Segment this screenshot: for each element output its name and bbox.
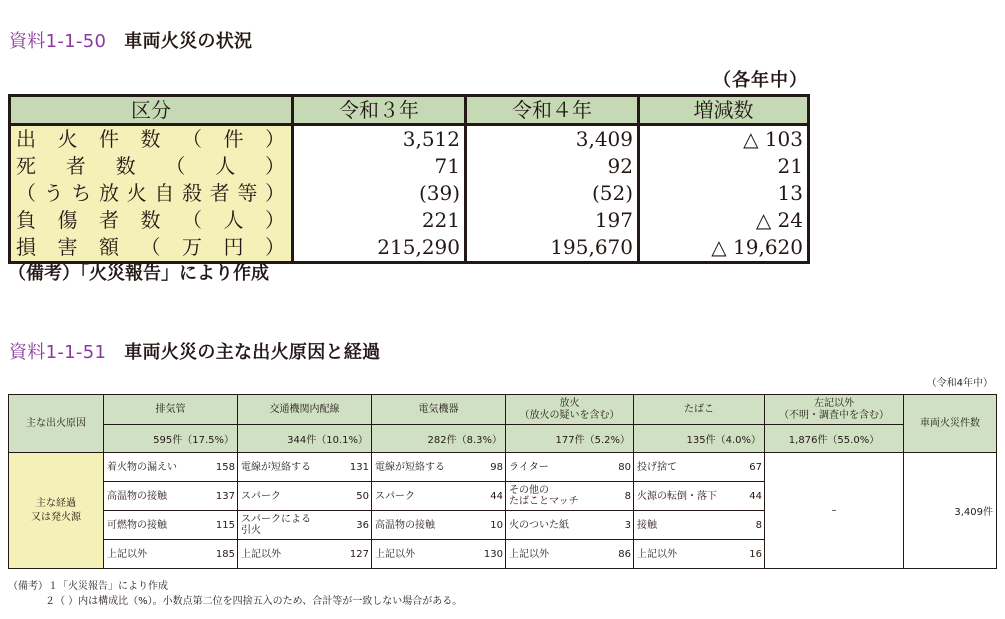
table1-row <box>10 207 809 234</box>
cause-count: 595件（17.5%） <box>104 425 238 453</box>
table2-note-2: ２（ ）内は構成比（%）。小数点第二位を四捨五入のため、合計等が一致しない場合がある。 <box>45 596 463 607</box>
cause-count: 282件（8.3%） <box>372 425 506 453</box>
item-name: スパーク <box>372 482 476 511</box>
item-count: 115 <box>208 511 238 540</box>
item-name: 着火物の漏えい <box>104 453 208 482</box>
item-name: 電線が短絡する <box>238 453 342 482</box>
total-value: 3,409件 <box>904 453 997 569</box>
item-count: 98 <box>476 453 506 482</box>
item-count: 36 <box>342 511 372 540</box>
item-name: 電線が短絡する <box>372 453 476 482</box>
cause-count: 135件（4.0%） <box>634 425 765 453</box>
item-name: 上記以外 <box>238 540 342 569</box>
section-title-1 <box>9 27 252 53</box>
value-diff: △ 103 <box>639 125 809 154</box>
item-name: 高温物の接触 <box>372 511 476 540</box>
item-name: スパークによる 引火 <box>238 511 342 540</box>
vehicle-fire-status-table <box>8 94 810 264</box>
table2-unit: （令和4年中） <box>926 378 993 389</box>
item-count: 185 <box>208 540 238 569</box>
value-r3: 71 <box>293 153 466 180</box>
cause-header: たばこ <box>634 395 765 425</box>
table1-header-row <box>10 96 809 125</box>
value-diff: △ 19,620 <box>639 234 809 263</box>
item-name: 接触 <box>634 511 738 540</box>
cause-header: 排気管 <box>104 395 238 425</box>
cause-header: 電気機器 <box>372 395 506 425</box>
item-name: 高温物の接触 <box>104 482 208 511</box>
row-label: 出火件数（件） <box>10 125 293 154</box>
row-label: 負傷者数（人） <box>10 207 293 234</box>
section-title-2 <box>9 338 380 364</box>
item-name: 上記以外 <box>634 540 738 569</box>
other-cause-header: 左記以外 （不明・調査中を含む） <box>765 395 904 425</box>
table1-row <box>10 125 809 154</box>
item-name: 投げ捨て <box>634 453 738 482</box>
item-count: 16 <box>738 540 765 569</box>
table2-note-1: （備考）１「火災報告」により作成 <box>8 581 168 592</box>
item-name: ライター <box>506 453 610 482</box>
item-count: 131 <box>342 453 372 482</box>
other-value: – <box>765 453 904 569</box>
fire-cause-table <box>8 394 997 569</box>
header-r4: 令和４年 <box>466 96 639 125</box>
value-r4: 195,670 <box>466 234 639 263</box>
table1-row <box>10 153 809 180</box>
value-r4: (52) <box>466 180 639 207</box>
item-name: 火源の転倒・落下 <box>634 482 738 511</box>
item-name: その他の たばことマッチ <box>506 482 610 511</box>
process-label: 主な経過 又は発火源 <box>9 453 104 569</box>
row-label: 死者数（人） <box>10 153 293 180</box>
section-title-text-1: 車両火災の状況 <box>124 31 253 52</box>
item-count: 67 <box>738 453 765 482</box>
cause-header: 放火 （放火の疑いを含む） <box>506 395 634 425</box>
value-r3: 221 <box>293 207 466 234</box>
section-title-text-2: 車両火災の主な出火原因と経過 <box>124 342 381 363</box>
row-label: 損害額（万円） <box>10 234 293 263</box>
cause-count: 344件（10.1%） <box>238 425 372 453</box>
header-diff: 増減数 <box>639 96 809 125</box>
value-r3: (39) <box>293 180 466 207</box>
header-r3: 令和３年 <box>293 96 466 125</box>
item-name: 上記以外 <box>372 540 476 569</box>
value-diff: △ 24 <box>639 207 809 234</box>
table1-note: （備考）「火災報告」により作成 <box>8 263 269 284</box>
total-header: 車両火災件数 <box>904 395 997 453</box>
item-count: 50 <box>342 482 372 511</box>
item-count: 44 <box>738 482 765 511</box>
value-r4: 3,409 <box>466 125 639 154</box>
item-name: 可燃物の接触 <box>104 511 208 540</box>
value-r3: 3,512 <box>293 125 466 154</box>
table2-count-row <box>9 425 997 453</box>
item-count: 127 <box>342 540 372 569</box>
table2-header-row <box>9 395 997 425</box>
item-count: 44 <box>476 482 506 511</box>
item-name: 上記以外 <box>104 540 208 569</box>
header-category: 区分 <box>10 96 293 125</box>
item-count: 8 <box>738 511 765 540</box>
item-name: 上記以外 <box>506 540 610 569</box>
cause-count: 177件（5.2%） <box>506 425 634 453</box>
table1-unit: （各年中） <box>713 70 808 91</box>
value-r4: 92 <box>466 153 639 180</box>
item-count: 8 <box>610 482 634 511</box>
item-count: 86 <box>610 540 634 569</box>
value-r4: 197 <box>466 207 639 234</box>
item-name: 火のついた紙 <box>506 511 610 540</box>
section-code-1: 資料1-1-50 <box>9 31 107 52</box>
item-count: 80 <box>610 453 634 482</box>
value-diff: 13 <box>639 180 809 207</box>
value-r3: 215,290 <box>293 234 466 263</box>
item-count: 130 <box>476 540 506 569</box>
item-count: 158 <box>208 453 238 482</box>
table2-row <box>9 453 997 482</box>
value-diff: 21 <box>639 153 809 180</box>
row-label: （うち放火自殺者等） <box>10 180 293 207</box>
cause-header: 交通機関内配線 <box>238 395 372 425</box>
section-code-2: 資料1-1-51 <box>9 342 107 363</box>
corner-header: 主な出火原因 <box>9 395 104 453</box>
item-name: スパーク <box>238 482 342 511</box>
item-count: 10 <box>476 511 506 540</box>
other-cause-count: 1,876件（55.0%） <box>765 425 904 453</box>
item-count: 137 <box>208 482 238 511</box>
item-count: 3 <box>610 511 634 540</box>
table1-row <box>10 180 809 207</box>
